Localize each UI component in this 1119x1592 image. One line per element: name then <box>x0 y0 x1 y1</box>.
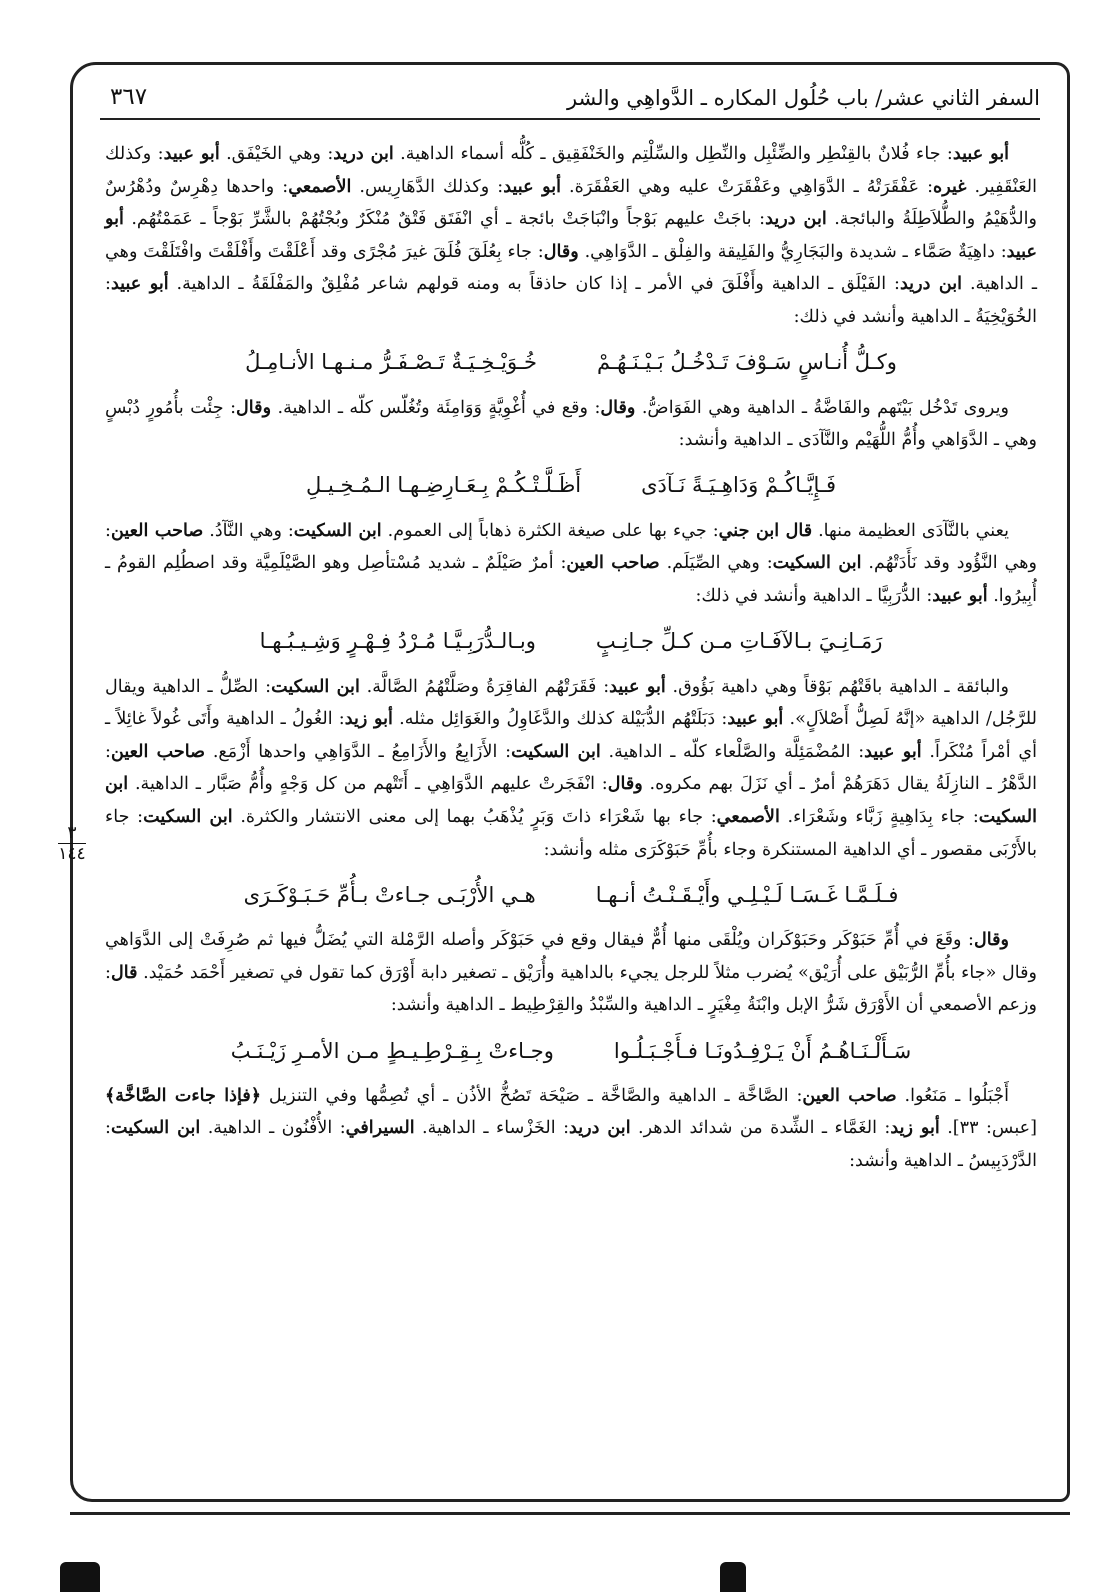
author-name: أبو عبيد <box>110 273 169 295</box>
author-name: غيره <box>933 175 967 197</box>
verse-first-hemistich: سَـأَلْـنَـاهُـمُ أَنْ يَـرْفِـدُونَـا فـأَجْـبَـلُـوا <box>613 1038 912 1063</box>
text-run: : وهي الخَيْفَق. <box>219 144 334 164</box>
verse-second-hemistich: هـي الأُرْبَـى جـاءتْ بـأُمِّ حَـبَـوْكَـرَى <box>243 882 536 907</box>
author-name: أبو عبيد <box>503 175 562 197</box>
author-name: ابن دريد <box>765 208 827 230</box>
text-run: : داهِيَةٌ صَمَّاء ـ شديدة والبَجَارِيُّ والفَلِيقة والفِلْق ـ الدَّوَاهِي. <box>578 241 1007 262</box>
text-run: : فَقَرَتْهُم الفاقِرَةُ وصَلَّتْهُمُ الصَّالَّة. <box>359 676 610 697</box>
text-run: ويروى تَدْخُل بَيْتَهم والفَاضَّةُ ـ الداهية وهي الفَوَاضُّ. <box>635 397 1009 418</box>
text-run: : الفَيْلَق ـ الداهية وأَفْلَقَ في الأمر ـ إذا كان حاذقاً به ومنه قولهم شاعر مُفْلِقٌ والمَفْلَقَةُ ـ الداهية. <box>168 274 900 295</box>
author-name: أبو عبيد <box>952 143 1009 164</box>
text-run: : جاء بِعُلَقَ فُلَقَ غيرَ مُجْرًى وقد أَعْلَقْتَ وأَفْلَقْتَ وافْتَلَقْتَ وهي ـ الداهية. <box>105 241 1037 295</box>
text-run: : الخَزْساء ـ الداهية. <box>414 1118 569 1139</box>
verse-5 <box>105 1022 1037 1080</box>
author-name: ابن السكيت <box>293 519 382 541</box>
author-name: الأصمعي <box>716 805 780 827</box>
text-run: والبائقة ـ الداهية باقَتْهُم بَوْقاً وهي داهية بَؤُوق. <box>665 676 1009 697</box>
margin-ref-volume: ٣ <box>67 823 77 843</box>
author-name: السيرافي <box>345 1117 415 1139</box>
author-name: ابن السكيت <box>143 805 233 827</box>
text-run: : دَبَلَتْهُم الدُّبَيْلة كذلك والدَّغَاوِلُ والغَوَائِل مثله. <box>392 709 728 730</box>
verse-first-hemistich: وكـلُّ أُنـاسٍ سَـوْفَ تَـدْخُـلُ بَـيْـنَـهُـمْ <box>596 350 897 375</box>
author-name: قال ابن جني <box>718 519 813 541</box>
author-name: وقال <box>607 773 643 795</box>
author-name: وقال <box>973 929 1009 951</box>
paragraph-1 <box>105 138 1037 334</box>
author-name: أبو زيد <box>344 708 393 730</box>
author-name: أبو عبيد <box>163 143 220 164</box>
text-run: : وقع في أُغْوِيَّةٍ وَوَامِئَة وتُغُلّس كلّه ـ الداهية. <box>271 397 601 418</box>
author-name: أبو زيد <box>890 1117 940 1139</box>
text-run: : وكذلك الدَّهَارِيس. <box>351 176 504 197</box>
text-run: : وزعم الأصمعي أن الأَوْرَق شَرُّ الإبل وابْنَةُ مِغْيَرٍ ـ الداهية والسِّبْدُ والقِرْطِيط ـ الداهية وأنشد: <box>105 962 1037 1016</box>
author-name: أبو عبيد <box>727 708 784 730</box>
author-name: ابن السكيت <box>271 675 360 697</box>
text-run: : وهي النَّآدُ. <box>203 520 294 541</box>
text-run: : الدَّرْدَبِيسُ ـ الداهية وأنشد: <box>105 1118 1037 1172</box>
verse-2 <box>105 457 1037 515</box>
text-run: : واحدها دِهْرِسٌ ودُهْرُسٌ والدُّهَيْمُ والطُّلاَطِلَةُ والبائجة. <box>105 176 1038 230</box>
text-run: : الصِّلُّ ـ الداهية ويقال للرَّجُل/ الداهية «إنَّهُ لَصِلُّ أَصْلاَلٍ». <box>105 676 1037 730</box>
text-run: : الدُّرَبِيَّا ـ الداهية وأنشد في ذلك: <box>695 585 933 606</box>
author-name: ابن دريد <box>569 1117 631 1139</box>
text-run: [عبس: ٣٣]. <box>939 1118 1038 1139</box>
author-name: ابن السكيت <box>105 773 1038 827</box>
text-run: : الدَّهْرُ ـ النازِلَةُ يقال دَهَرَهُمْ أمرٌ ـ أي نَزَلَ بهم مكروه. <box>105 741 1038 795</box>
paragraph-3 <box>105 515 1037 613</box>
author-name: وقال <box>236 396 272 418</box>
paragraph-5 <box>105 924 1037 1022</box>
text-run: : جاء فُلانٌ بالقِنْطِر والضِّئْبِل والنِّطِل والسِّلْتِم والخَنْفَقِيق ـ كُلُّه أسماء الداهية. <box>393 144 953 164</box>
author-name: صاحب العين <box>110 740 206 762</box>
text-run: : وقَعَ في أُمِّ حَبَوْكَر وحَبَوْكَران ويُلْقَى منها أُمٌّ فيقال وقع في حَبَوْكَر وأصله الرَّمْلة التي يُضَلُّ فيها ثم صُرِفَتْ إلى الدَّوَاهي وقال «جاء بأُمِّ الرُّبَيْق على أُرَيْق» يُضرب مثلاً للرجل يجيء بالداهية وأُرَيْق ـ تصغير دابة أَوْرَق كما تقول في تصغير أَحْمَد حُمَيْد. <box>105 930 1037 983</box>
text-run: : جاء بها شَعْرَاء ذاتَ وَبَرٍ يُذْهَبُ بهما إلى معنى الانتشار والكثرة. <box>232 806 717 827</box>
paragraph-4 <box>105 671 1037 867</box>
verse-4 <box>105 866 1037 924</box>
text-run: : أمرٌ صَيْلَمٌ ـ شديد مُسْتأصِل وهو الصَّيْلَمِيَّة وقد اصطُلِم القومُ ـ أُبِيرُوا. <box>105 553 1037 606</box>
text-run: : انْفَجَرتْ عليهم الدَّوَاهِي ـ أَتَتْهم من كل وَجْهٍ وأُمُّ صَبَّار ـ الداهية. <box>128 774 608 795</box>
author-name: أبو عبيد <box>864 740 922 762</box>
page-header <box>100 82 1040 116</box>
verse-3 <box>105 613 1037 671</box>
author-name: ابن السكيت <box>110 1117 201 1139</box>
text-run: : جاء بالأَرْبَى مقصور ـ أي الداهية المستنكرة وجاء بأُمِّ حَبَوْكَرَى مثله وأنشد: <box>105 806 1037 860</box>
text-run: : وهي النَّؤُود وقد نَأَدَتْهُم. <box>105 520 1038 574</box>
main-text <box>105 138 1037 1178</box>
verse-first-hemistich: فَـإِيَّـاكُـمْ وَدَاهِـيَـةً نَـآدَى <box>641 473 837 498</box>
text-run: : باجَتْ عليهم بَوْجاً وانْبَاجَتْ بائجة ـ أي انْفَتَق فَتْقٌ مُنْكَرٌ وبُجْتُهُمْ بالشَّرِّ بَوْجاً ـ عَمَمْتُهُم. <box>123 209 766 230</box>
author-name: وقال <box>543 240 579 262</box>
text-run: : الصَّاخَّة ـ الداهية والصَّاخَّة ـ صَيْحَة تَصُخُّ الأذُن ـ أي تُصِمُّها وفي التنزيل <box>261 1085 803 1106</box>
text-run: : المُضْمَئِلَّة والصَّلْعاء كلّه ـ الداهية. <box>600 741 865 762</box>
author-name: وقال <box>600 396 636 418</box>
header-rule <box>100 118 1040 120</box>
text-run: : عَفْقَرَتْهُ ـ الدَّوَاهِي وعَفْقَرَتْ عليه وهي العَفْقَرَة. <box>561 176 934 197</box>
text-run: أَجْبَلُوا ـ مَنَعُوا. <box>896 1085 1010 1106</box>
author-name: أبو عبيد <box>105 208 1037 262</box>
text-run: : وهي الصِّيَلَم. <box>659 553 773 574</box>
text-run: يعني بالنَّآدَى العظيمة منها. <box>812 520 1009 541</box>
verse-second-hemistich: وجـاءتْ بِـقِـرْطِـيـطٍ مـن الأمـرِ زَيْـنَـبُ <box>230 1038 554 1063</box>
quran-quote: ﴿فإذا جاءت الصَّاخَّة﴾ <box>105 1084 262 1106</box>
paragraph-6 <box>105 1080 1037 1178</box>
author-name: قال <box>110 961 138 983</box>
author-name: صاحب العين <box>110 519 204 541</box>
scan-edge-mark <box>60 1562 100 1592</box>
author-name: صاحب العين <box>802 1084 897 1106</box>
verse-first-hemistich: فـلَـمَّـا غَـسَـا لَـيْـلِـي وأَيْـقَـنْـتُ أنـهـا <box>595 882 899 907</box>
text-run: : جِئْت بأُمُورٍ دُبْسٍ وهي ـ الدَّوَاهي وأُمُّ اللُّهَيْم والنَّآدَى ـ الداهية وأنشد: <box>105 397 1037 451</box>
scan-edge-mark <box>720 1562 746 1592</box>
verse-second-hemistich: وبـالـدُّرَبِـيَّـا مُـرْدُ فِـهْـرٍ وَشِـيـبُـهـا <box>259 629 536 654</box>
verse-first-hemistich: رَمَـانِـيَ بـالآفَـاتِ مـن كـلِّ جـانِـبٍ <box>595 629 883 654</box>
text-run: : جيء بها على صيغة الكثرة ذهاباً إلى العموم. <box>381 520 719 541</box>
text-run: : وكذلك العَنْقَفِير. <box>105 144 1037 197</box>
margin-ref-page: ١٤٤ <box>58 844 86 864</box>
author-name: صاحب العين <box>566 552 660 574</box>
page-number: ٣٦٧ <box>110 84 148 110</box>
author-name: ابن السكيت <box>772 552 862 574</box>
verse-second-hemistich: أَظَـلَّـتْـكُـمْ بِـعَـارِضِـهـا الـمُـخِـيـلِ <box>305 473 582 498</box>
margin-reference <box>52 824 92 863</box>
author-name: ابن دريد <box>333 143 394 164</box>
author-name: الأصمعي <box>288 175 352 197</box>
author-name: أبو عبيد <box>609 675 666 697</box>
paragraph-2 <box>105 392 1037 457</box>
text-run: : الخُوَيْخِيَةُ ـ الداهية وأنشد في ذلك: <box>105 274 1037 327</box>
text-run: : الغَمَّاء ـ الشِّدة من شدائد الدهر. <box>630 1118 891 1139</box>
text-run: : الغُولُ ـ الداهية وأَتَى غُولاً غائِلاً ـ أي أمْراً مُنْكَراً. <box>105 709 1038 762</box>
bottom-rule <box>70 1512 1070 1515</box>
verse-second-hemistich: خُـوَيْـخِـيَـةٌ تَـصْـفَـرُّ مـنـهـا الأنـامِـلُ <box>245 350 537 375</box>
author-name: أبو عبيد <box>932 584 988 606</box>
text-run: : الأَزَابِعُ والأَزَامِعُ ـ الدَّوَاهِي واحدها أَزْمَع. <box>205 741 512 762</box>
verse-1 <box>105 334 1037 392</box>
author-name: ابن دريد <box>899 273 963 295</box>
author-name: ابن السكيت <box>511 740 601 762</box>
text-run: : الأُفْنُون ـ الداهية. <box>200 1118 346 1139</box>
running-head: السفر الثاني عشر/ باب حُلُول المكاره ـ الدَّواهِي والشر <box>566 86 1040 110</box>
text-run: : جاء بِدَاهِيةٍ زَبَّاء وشَعْرَاء. <box>779 806 979 827</box>
